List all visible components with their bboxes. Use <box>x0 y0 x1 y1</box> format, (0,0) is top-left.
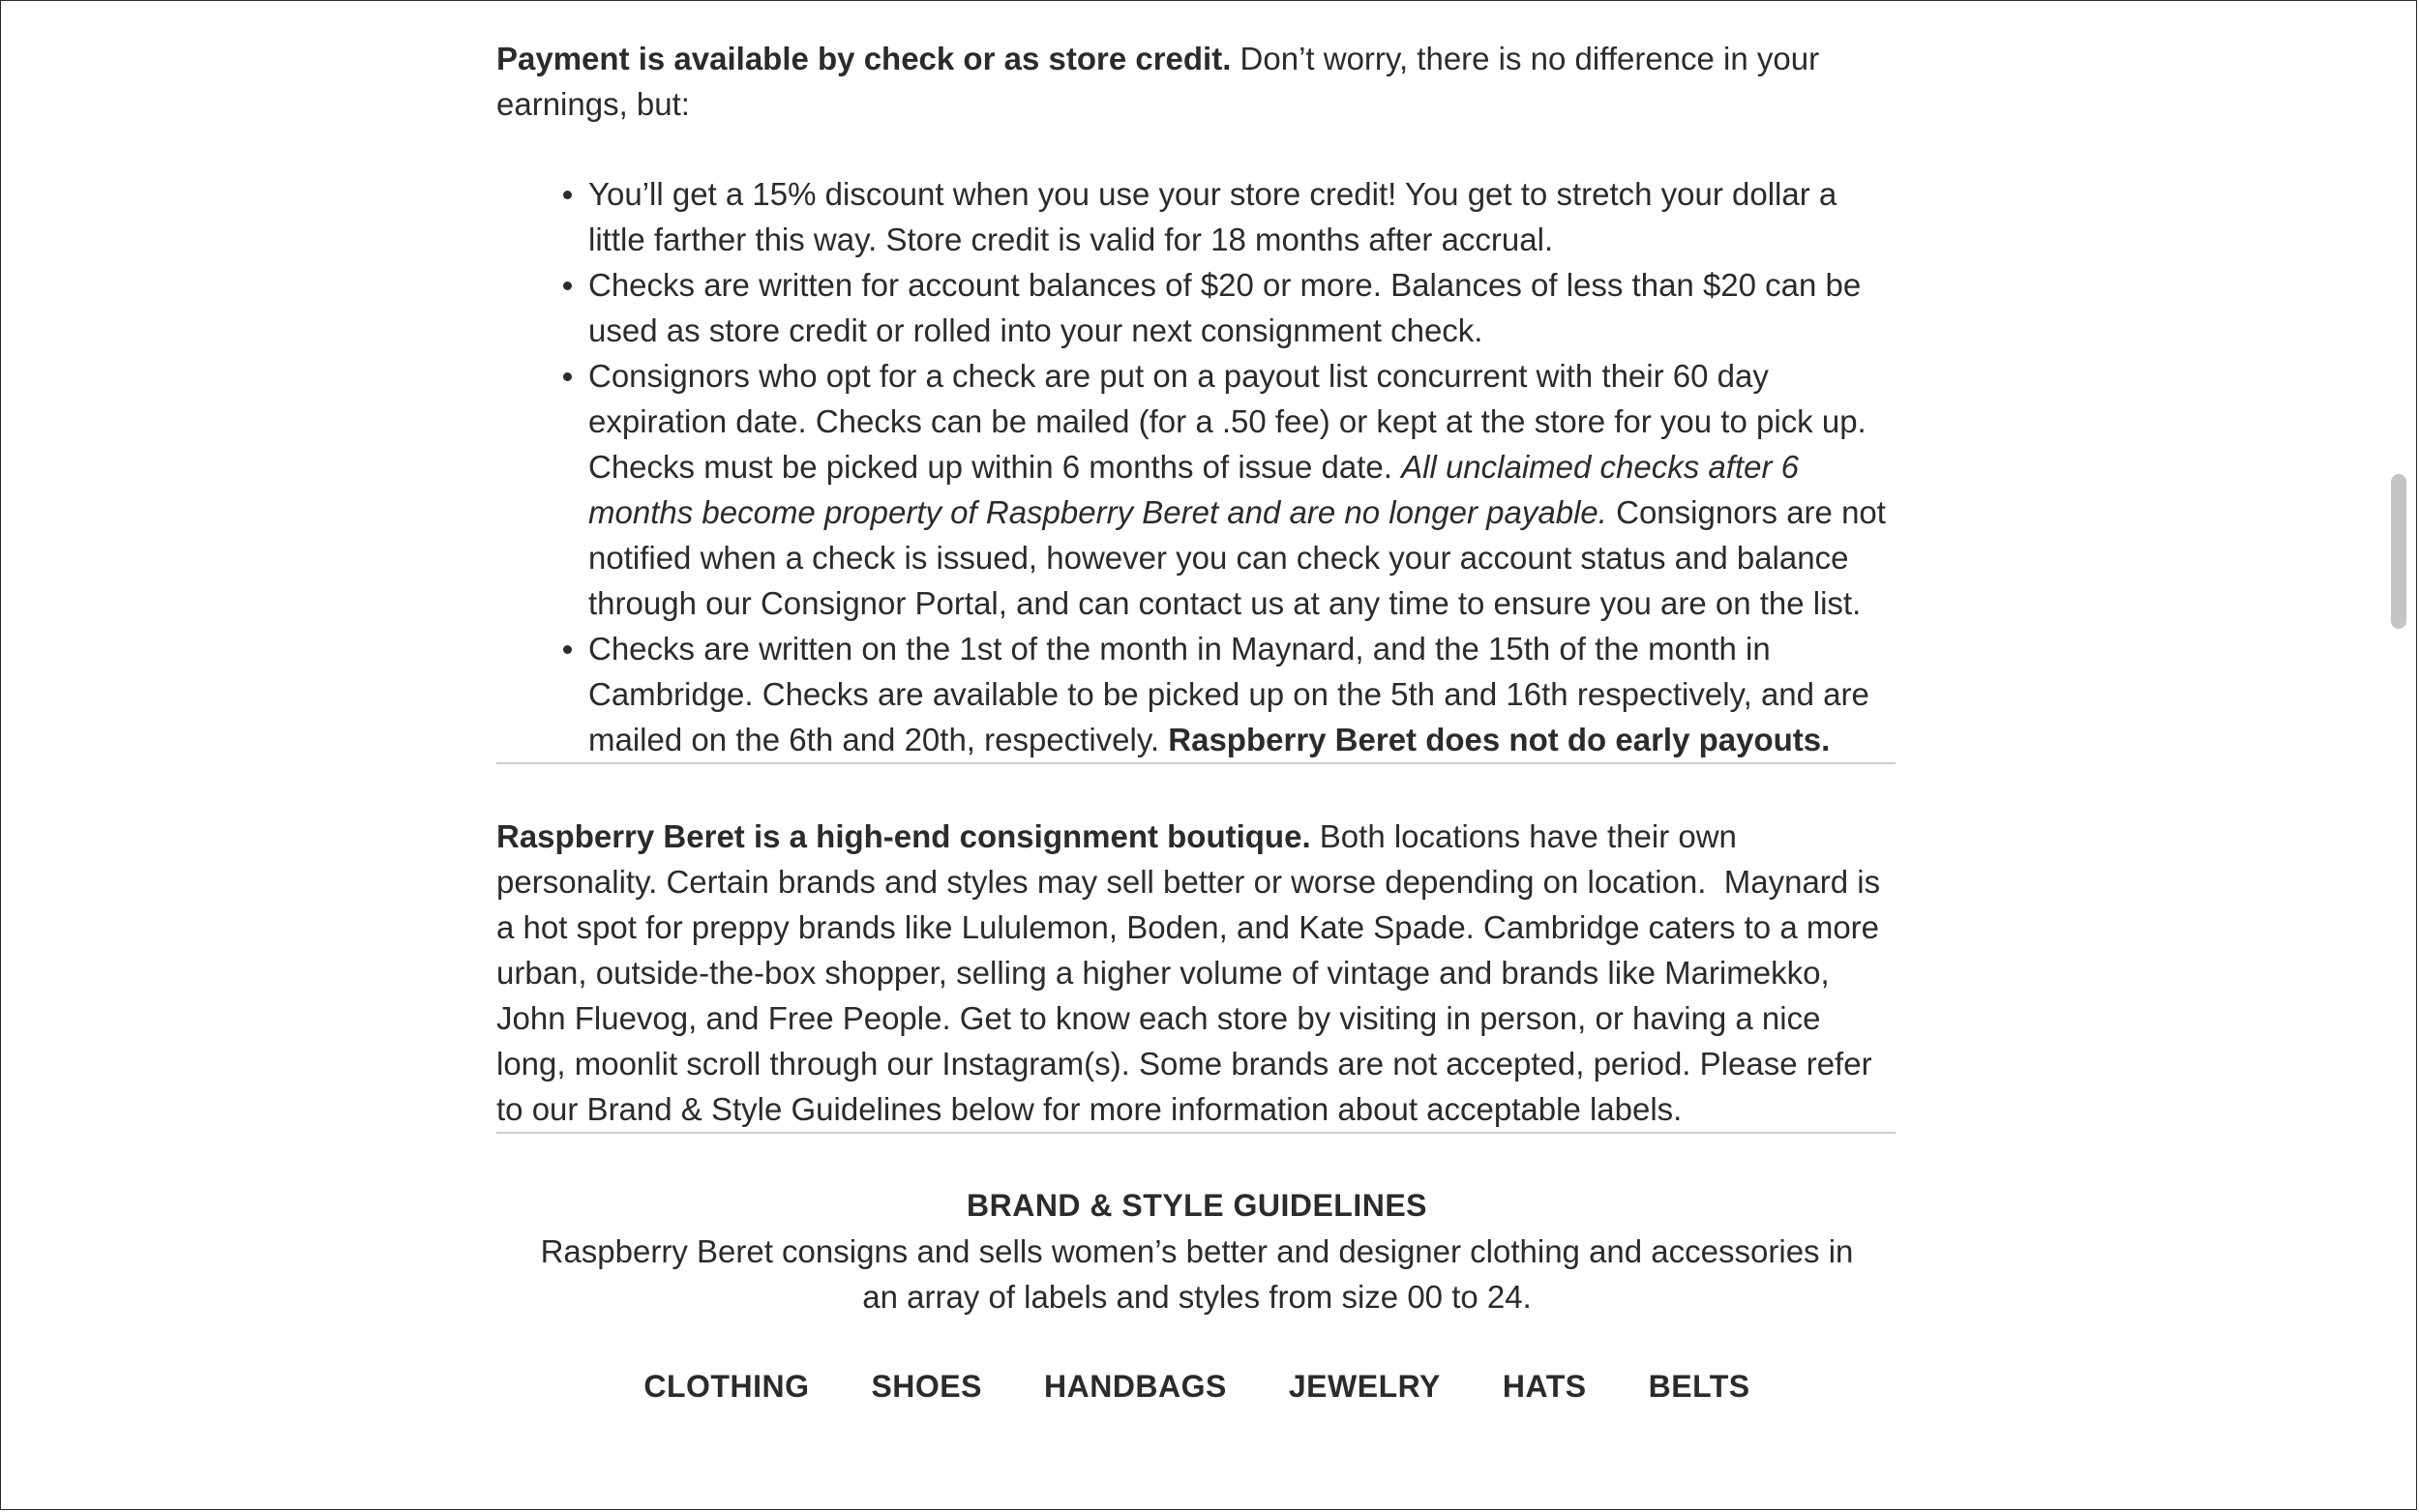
payment-intro-bold: Payment is available by check or as store credit. <box>496 41 1232 76</box>
boutique-description-bold: Raspberry Beret is a high-end consignment boutique. <box>496 818 1311 854</box>
guidelines-heading: BRAND & STYLE GUIDELINES <box>966 1188 1428 1223</box>
no-early-payouts-note: Raspberry Beret does not do early payouts. <box>1168 722 1831 757</box>
guidelines-description: Raspberry Beret consigns and sells women’s better and designer clothing and accessories in an array of labels and styles from size 00 to 24. <box>540 1233 1854 1315</box>
unclaimed-checks-note: All unclaimed checks after 6 months become property of Raspberry Beret and are no longer payable. <box>588 449 1799 530</box>
page-content <box>496 1 1897 1409</box>
payout-terms-list <box>496 171 1897 762</box>
list-item <box>588 626 1897 762</box>
boutique-description <box>496 814 1897 1132</box>
list-item-text: Checks are written on the 1st of the month in Maynard, and the 15th of the month in Cambridge. Checks are available to be picked up on the 5th and 16th respectively, and are mailed on the 6th and 20th, respectively. <box>588 631 1869 757</box>
list-item <box>588 171 1897 262</box>
boutique-description-text: Both locations have their own personality. Certain brands and styles may sell better or worse depending on location. Maynard is a hot spot for preppy brands like Lululemon, Boden, and Kate Spade. Cambridge caters to a more urban, outside-the-box shopper, selling a higher volume of vintage and brands like Marimekko, John Fluevog, and Free People. Get to know each store by visiting in person, or having a nice long, moonlit scroll through our Instagram(s). Some brands are not accepted, period. Please refer to our Brand & Style Guidelines below for more information about acceptable labels. <box>496 818 1881 1127</box>
list-item <box>588 262 1897 353</box>
list-item-text: Checks are written for account balances of $20 or more. Balances of less than $20 can be used as store credit or rolled into your next consignment check. <box>588 267 1862 348</box>
scrollbar-thumb[interactable] <box>2391 474 2406 629</box>
payment-intro <box>496 36 1897 127</box>
section-divider <box>496 762 1896 764</box>
category-link-shoes[interactable]: SHOES <box>871 1369 982 1404</box>
category-nav <box>496 1364 1897 1409</box>
section-divider <box>496 1132 1896 1134</box>
list-item-text: Consignors who opt for a check are put on a payout list concurrent with their 60 day expiration date. Checks can be mailed (for a .50 fee) or kept at the store for you to pick up. Checks must be picked up within 6 months of issue date. <box>588 358 1867 485</box>
list-item <box>588 353 1897 626</box>
list-item-text: You’ll get a 15% discount when you use your store credit! You get to stretch your dollar a little farther this way. Store credit is valid for 18 months after accrual. <box>588 176 1837 257</box>
list-item-text: Consignors are not notified when a check is issued, however you can check your account status and balance through our Consignor Portal, and can contact us at any time to ensure you are on the list. <box>588 494 1886 621</box>
brand-style-guidelines <box>496 1183 1897 1409</box>
category-link-belts[interactable]: BELTS <box>1648 1369 1750 1404</box>
category-link-jewelry[interactable]: JEWELRY <box>1288 1369 1441 1404</box>
category-link-clothing[interactable]: CLOTHING <box>643 1369 810 1404</box>
category-link-hats[interactable]: HATS <box>1502 1369 1587 1404</box>
category-link-handbags[interactable]: HANDBAGS <box>1043 1369 1227 1404</box>
payment-intro-text: Don’t worry, there is no difference in your earnings, but: <box>496 41 1820 122</box>
